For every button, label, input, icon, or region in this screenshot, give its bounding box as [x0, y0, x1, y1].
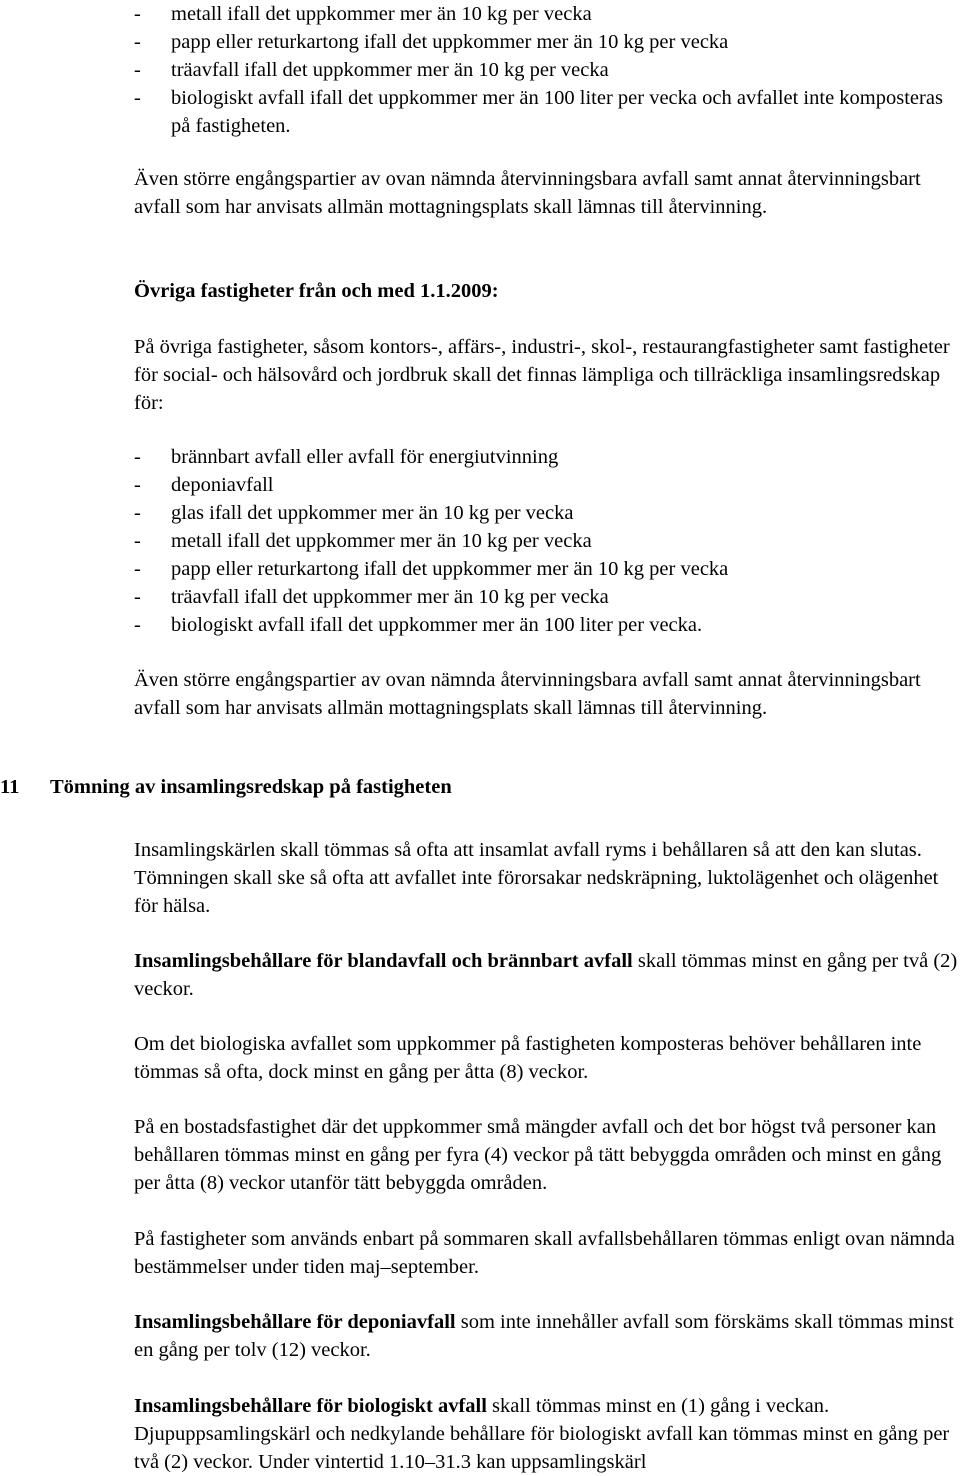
list-item: - glas ifall det uppkommer mer än 10 kg per vecka	[134, 499, 958, 527]
paragraph-mixed-waste: Insamlingsbehållare för blandavfall och brännbart avfall skall tömmas minst en gång per två (2) veckor.	[134, 950, 958, 1000]
list-dash: -	[134, 59, 141, 81]
paragraph-landfill-waste: Insamlingsbehållare för deponiavfall som inte innehåller avfall som förskäms skall tömmas minst en gång per tolv (12) veckor.	[134, 1311, 954, 1361]
list-dash: -	[134, 530, 141, 552]
paragraph-other-properties: På övriga fastigheter, såsom kontors-, affärs-, industri-, skol-, restaurangfastigheter samt fastigheter för social- och hälsovård och jordbruk skall det finnas lämpliga och tillräckliga insamlingsredskap för:	[134, 336, 950, 414]
list-item: - biologiskt avfall ifall det uppkommer mer än 100 liter per vecka.	[134, 611, 958, 639]
list-dash: -	[134, 502, 141, 524]
list-item: - brännbart avfall eller avfall för energiutvinning	[134, 443, 958, 471]
list-dash: -	[134, 558, 141, 580]
paragraph-emptying-frequency: Insamlingskärlen skall tömmas så ofta att insamlat avfall ryms i behållaren så att den kan slutas. Tömningen skall ske så ofta att avfallet inte förorsakar nedskräpning, luktolägenhet och olägenhet för hälsa.	[134, 839, 939, 917]
list-continued	[134, 0, 958, 140]
list-item: - metall ifall det uppkommer mer än 10 kg per vecka	[134, 527, 958, 555]
list-dash: -	[134, 446, 141, 468]
list-item: - deponiavfall	[134, 471, 958, 499]
bold-term: Insamlingsbehållare för deponiavfall	[134, 1311, 456, 1333]
list-dash: -	[134, 87, 141, 109]
list-item: - träavfall ifall det uppkommer mer än 10 kg per vecka	[134, 583, 958, 611]
bold-term: Insamlingsbehållare för blandavfall och brännbart avfall	[134, 950, 633, 972]
paragraph-larger-batches-1: Även större engångspartier av ovan nämnda återvinningsbara avfall samt annat återvinningsbart avfall som har anvisats allmän mottagningsplats skall lämnas till återvinning.	[134, 168, 921, 218]
paragraph-composting: Om det biologiska avfallet som uppkommer på fastigheten komposteras behöver behållaren inte tömmas så ofta, dock minst en gång per åtta (8) veckor.	[134, 1033, 922, 1083]
list-item: - biologiskt avfall ifall det uppkommer mer än 100 liter per vecka och avfallet inte komposteras på fastigheten.	[134, 84, 958, 140]
bold-term: Insamlingsbehållare för biologiskt avfall	[134, 1395, 487, 1417]
list-item: - papp eller returkartong ifall det uppkommer mer än 10 kg per vecka	[134, 28, 958, 56]
list-dash: -	[134, 614, 141, 636]
list-item: - papp eller returkartong ifall det uppkommer mer än 10 kg per vecka	[134, 555, 958, 583]
container-list	[134, 443, 958, 639]
list-item: - metall ifall det uppkommer mer än 10 kg per vecka	[134, 0, 958, 28]
list-dash: -	[134, 586, 141, 608]
paragraph-biological-waste: Insamlingsbehållare för biologiskt avfall skall tömmas minst en (1) gång i veckan. Djupuppsamlingskärl och nedkylande behållare för biologiskt avfall kan tömmas minst en gång per två (2) veckor. Under vintertid 1.10–31.3 kan uppsamlingskärl	[134, 1395, 950, 1473]
subheading-other-properties: Övriga fastigheter från och med 1.1.2009:	[134, 280, 499, 302]
section-heading	[0, 773, 958, 801]
list-dash: -	[134, 3, 141, 25]
list-dash: -	[134, 474, 141, 496]
section-title: Tömning av insamlingsredskap på fastigheten	[50, 776, 452, 798]
list-item: - träavfall ifall det uppkommer mer än 10 kg per vecka	[134, 56, 958, 84]
paragraph-larger-batches-2: Även större engångspartier av ovan nämnda återvinningsbara avfall samt annat återvinningsbart avfall som har anvisats allmän mottagningsplats skall lämnas till återvinning.	[134, 669, 921, 719]
paragraph-summer-properties: På fastigheter som används enbart på sommaren skall avfallsbehållaren tömmas enligt ovan nämnda bestämmelser under tiden maj–september.	[134, 1228, 955, 1278]
paragraph-small-households: På en bostadsfastighet där det uppkommer små mängder avfall och det bor högst två personer kan behållaren tömmas minst en gång per fyra (4) veckor på tätt bebyggda områden och minst en gång per åtta (8) veckor utanför tätt bebyggda områden.	[134, 1116, 942, 1194]
list-dash: -	[134, 31, 141, 53]
section-number: 11	[0, 776, 20, 798]
